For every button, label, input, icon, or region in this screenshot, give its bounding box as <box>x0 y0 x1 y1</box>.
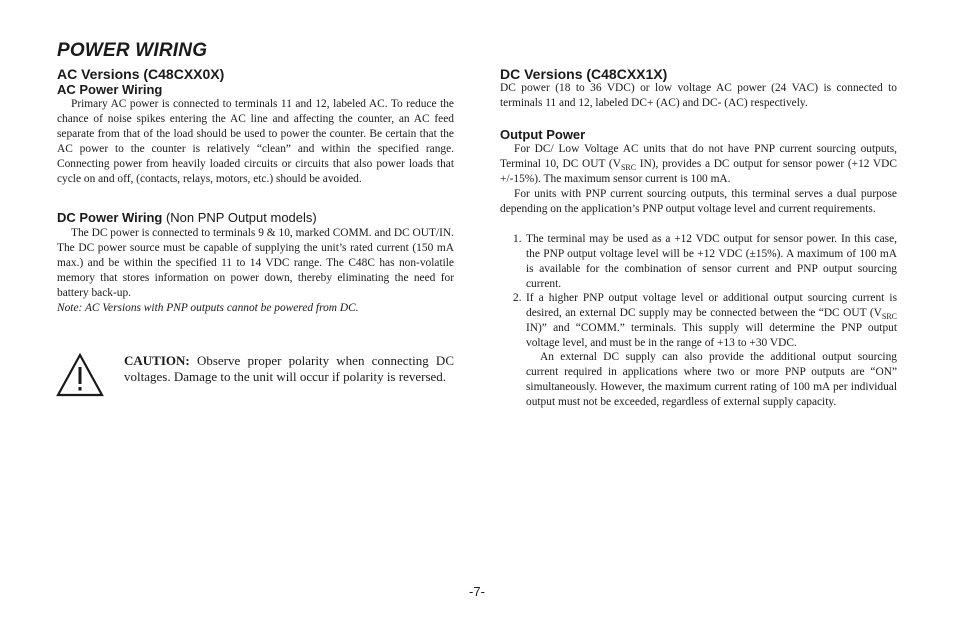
list-item-2-paragraph: An external DC supply can also provide the additional output sourcing current required in applications where two or more PNP outputs are “ON” simultaneously. However, the maximum current rating of 100 mA per individual output must not be exceeded, regardless of external supply capacity. <box>526 351 897 408</box>
caution-label: CAUTION: <box>124 353 190 368</box>
dc-power-wiring-heading-qualifier: (Non PNP Output models) <box>162 210 317 225</box>
warning-triangle-icon <box>55 352 105 398</box>
list-item-1 <box>513 232 897 292</box>
ac-power-wiring-heading: AC Power Wiring <box>57 82 163 97</box>
output-power-paragraph-1 <box>500 142 897 187</box>
output-power-p1-text-a: For DC/ Low Voltage AC units that do not have PNP current sourcing outputs, Terminal 10, DC OUT (V <box>500 143 897 170</box>
output-power-paragraph-2: For units with PNP current sourcing outputs, this terminal serves a dual purpose depending on the application’s PNP output voltage level and current requirements. <box>500 188 897 215</box>
output-power-p1-text-b: IN), provides a DC output for sensor power (+12 VDC +/-15%). The maximum sensor current is 100 mA. <box>500 158 897 185</box>
ac-dc-note: Note: AC Versions with PNP outputs cannot be powered from DC. <box>57 302 359 314</box>
page-number: -7- <box>469 584 485 599</box>
dc-power-wiring-heading-bold: DC Power Wiring <box>57 210 163 225</box>
dc-power-wiring-heading <box>57 210 317 226</box>
dc-versions-heading: DC Versions (C48CXX1X) <box>500 66 668 82</box>
output-power-p1-subscript: SRC <box>620 163 637 172</box>
list-item-2-text-b: IN)” and “COMM.” terminals. This supply will determine the PNP output voltage level, and must be in the range of +13 to +30 VDC. <box>526 322 897 349</box>
list-item-2-text-a: If a higher PNP output voltage level or additional output sourcing current is desired, an external DC supply may be connected between the “DC OUT (V <box>526 292 897 319</box>
list-item-2 <box>513 291 897 351</box>
caution-text: Observe proper polarity when connecting DC voltages. Damage to the unit will occur if polarity is reversed. <box>124 353 454 384</box>
dc-versions-paragraph: DC power (18 to 36 VDC) or low voltage AC power (24 VAC) is connected to terminals 11 and 12, labeled DC+ (AC) and DC- (AC) respectively. <box>500 82 897 109</box>
list-item-1-number: 1. <box>513 233 522 245</box>
list-item-1-text: The terminal may be used as a +12 VDC output for sensor power. In this case, the PNP output voltage level will be +12 VDC (±15%). A maximum of 100 mA is available for the combination of sensor current and PNP output sourcing current. <box>526 233 897 290</box>
caution-notice <box>124 353 454 385</box>
page-title: POWER WIRING <box>57 40 208 61</box>
list-item-2-number: 2. <box>513 292 522 304</box>
output-power-heading: Output Power <box>500 127 586 142</box>
ac-power-paragraph: Primary AC power is connected to terminals 11 and 12, labeled AC. To reduce the chance of noise spikes entering the AC line and affecting the counter, an AC feed separate from that of the load should be used to power the counter. Be certain that the AC power to the counter is relatively “clean” and within the specified range. Connecting power from heavily loaded circuits or circuits that also power loads that cycle on and off, (contacts, relays, motors, etc.) should be avoided. <box>57 98 454 185</box>
dc-power-paragraph: The DC power is connected to terminals 9 & 10, marked COMM. and DC OUT/IN. The DC power source must be capable of supplying the unit’s rated current (150 mA max.) and be within the specified 11 to 14 VDC range. The C48C has non-volatile memory that stores information on power down, thereby eliminating the need for battery back-up. <box>57 227 454 299</box>
list-item-2-subscript: SRC <box>881 312 897 321</box>
ac-versions-heading: AC Versions (C48CXX0X) <box>57 66 225 82</box>
